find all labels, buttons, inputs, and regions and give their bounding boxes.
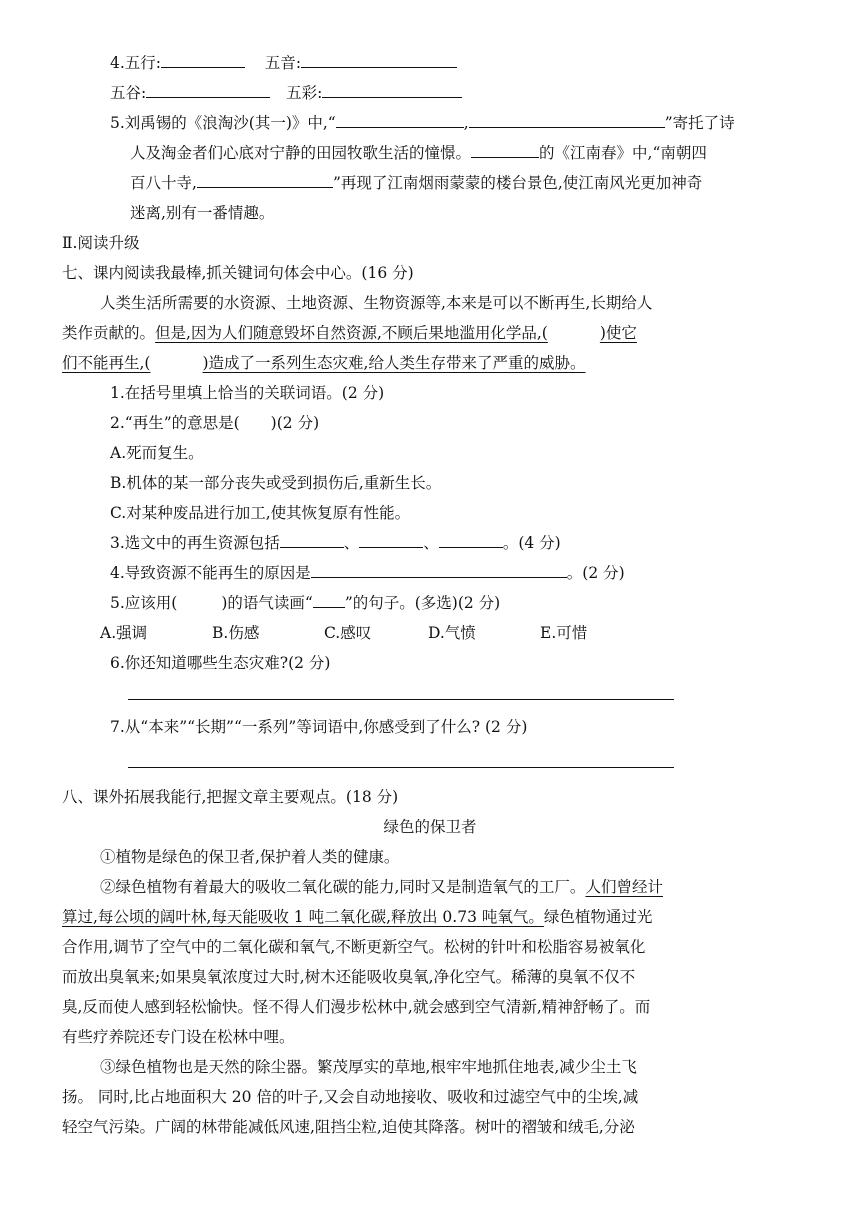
q4-wucai-label: 五彩: [286,84,323,102]
q5-text-1b: , [463,114,469,132]
q7-choice-d[interactable]: D.气愤 [428,624,476,642]
q8-para1: ①植物是绿色的保卫者,保护着人类的健康。 [100,848,400,866]
q7-passage-2a: 类作贡献的。 [62,324,156,342]
q7-sub6-answer-line[interactable] [128,699,674,700]
q8-para2-line3: 合作用,调节了空气中的二氧化碳和氧气,不断更新空气。松树的针叶和松脂容易被氧化 [62,938,646,956]
q7-sub3-sep-1: 、 [343,534,360,552]
q7-option-b[interactable]: B.机体的某一部分丧失或受到损伤后,重新生长。 [110,474,442,492]
q7-underlined-sentence-2: 们不能再生,( )造成了一系列生态灾难,给人类生存带来了严重的威胁。 [62,354,586,372]
q5-line1 [110,108,735,138]
q7-choice-e[interactable]: E.可惜 [540,624,588,642]
q7-sub5-text-c: ”的句子。(多选)(2 分) [344,594,501,612]
q7-passage-line1: 人类生活所需要的水资源、土地资源、生物资源等,本来是可以不断再生,长期给人 [100,294,653,312]
q7-sub5-choices [100,618,587,648]
q4-wucai-blank[interactable] [322,81,462,98]
q7-sub6: 6.你还知道哪些生态灾难?(2 分) [110,654,331,672]
q7-title: 七、课内阅读我最棒,抓关键词句体会中心。(16 分) [62,264,414,282]
q7-option-a[interactable]: A.死而复生。 [110,444,204,462]
q7-sub3-blank-3[interactable] [439,531,503,548]
q4-line1 [110,48,457,78]
q8-para3-line3: 轻空气污染。广阔的林带能减低风速,阻挡尘粒,迫使其降落。树叶的褶皱和绒毛,分泌 [62,1118,635,1136]
q5-text-2a: 人及淘金者们心底对宁静的田园牧歌生活的憧憬。 [130,144,472,162]
q7-passage-line2 [62,318,637,348]
q8-para2-line5: 臭,反而使人感到轻松愉快。怪不得人们漫步松林中,就会感到空气清新,精神舒畅了。而 [62,998,651,1016]
q4-line2 [110,78,462,108]
section2-title: Ⅱ.阅读升级 [62,234,140,252]
q7-passage-line3 [62,348,585,378]
q4-wuyin-label: 五音: [264,54,302,72]
q7-sub3-blank-2[interactable] [359,531,423,548]
q7-sub3-end: 。(4 分) [502,534,561,552]
q5-line2 [130,138,707,168]
q8-para2-2b: 绿色植物通过光 [543,908,653,926]
q4-wugu-label: 五谷: [110,84,147,102]
q8-article-title: 绿色的保卫者 [383,818,477,836]
q8-underlined-sentence-start: 人们曾经计 [585,878,663,896]
q7-sub4-blank[interactable] [311,561,567,578]
q7-sub3-text: 3.选文中的再生资源包括 [110,534,280,552]
q7-sub3-sep-2: 、 [423,534,439,552]
q7-sub5-underline-sample [313,591,345,608]
q4-wuxing-label: 4.五行: [110,54,162,72]
q7-sub5-text-b: )的语气读画“ [221,594,313,612]
q8-underlined-sentence-end: 算过,每公顷的阔叶林,每天能吸收 1 吨二氧化碳,释放出 0.73 吨氧气。 [62,908,544,926]
q7-choice-b[interactable]: B.伤感 [212,624,260,642]
q8-para2-1a: ②绿色植物有着最大的吸收二氧化碳的能力,同时又是制造氧气的工厂。 [100,878,586,896]
q4-wuyin-blank[interactable] [301,51,457,68]
q7-sub5-text-a: 5.应该用( [110,594,178,612]
q7-sub3-blank-1[interactable] [280,531,344,548]
q7-underlined-sentence-1: 但是,因为人们随意毁坏自然资源,不顾后果地滥用化学品,( )使它 [155,324,637,342]
q5-text-3a: 百八十寺, [130,174,197,192]
q7-sub3 [110,528,561,558]
q5-text-1c: ”寄托了诗 [664,114,735,132]
q7-choice-a[interactable]: A.强调 [100,624,148,642]
q8-para2-line1 [100,872,663,902]
q5-text-3b: ”再现了江南烟雨蒙蒙的楼台景色,使江南风光更加神奇 [332,174,703,192]
q7-option-c[interactable]: C.对某种废品进行加工,使其恢复原有性能。 [110,504,411,522]
q5-blank-2[interactable] [469,111,665,128]
q7-sub2: 2.“再生”的意思是( )(2 分) [110,414,320,432]
q4-wuxing-blank[interactable] [161,51,245,68]
q7-sub7-answer-line[interactable] [128,767,674,768]
q8-para3-line2: 扬。 同时,比占地面积大 20 倍的叶子,又会自动地接收、吸收和过滤空气中的尘埃,减 [62,1088,639,1106]
q8-para2-line2 [62,902,652,932]
q4-wugu-blank[interactable] [146,81,270,98]
q5-blank-1[interactable] [336,111,464,128]
q5-line3 [130,168,702,198]
q5-blank-4[interactable] [197,171,333,188]
q8-para2-line4: 而放出臭氧来;如果臭氧浓度过大时,树木还能吸收臭氧,净化空气。稀薄的臭氧不仅不 [62,968,636,986]
q5-text-4: 迷离,别有一番情趣。 [130,204,275,222]
q8-title: 八、课外拓展我能行,把握文章主要观点。(18 分) [62,788,399,806]
q8-para2-line6: 有些疗养院还专门设在松林中哩。 [62,1028,295,1046]
q5-text-2b: 的《江南春》中,“南朝四 [539,144,707,162]
q7-sub4-end: 。(2 分) [566,564,625,582]
q5-blank-3[interactable] [471,141,539,158]
q7-choice-c[interactable]: C.感叹 [324,624,372,642]
q7-sub4-text: 4.导致资源不能再生的原因是 [110,564,311,582]
q7-sub5 [110,588,500,618]
q8-para3-line1: ③绿色植物也是天然的除尘器。繁茂厚实的草地,根牢牢地抓住地表,减少尘土飞 [100,1058,637,1076]
q7-sub7: 7.从“本来”“长期”“一系列”等词语中,你感受到了什么? (2 分) [110,718,528,736]
q5-text-1a: 5.刘禹锡的《浪淘沙(其一)》中,“ [110,114,336,132]
q7-sub1: 1.在括号里填上恰当的关联词语。(2 分) [110,384,385,402]
q7-sub4 [110,558,625,588]
